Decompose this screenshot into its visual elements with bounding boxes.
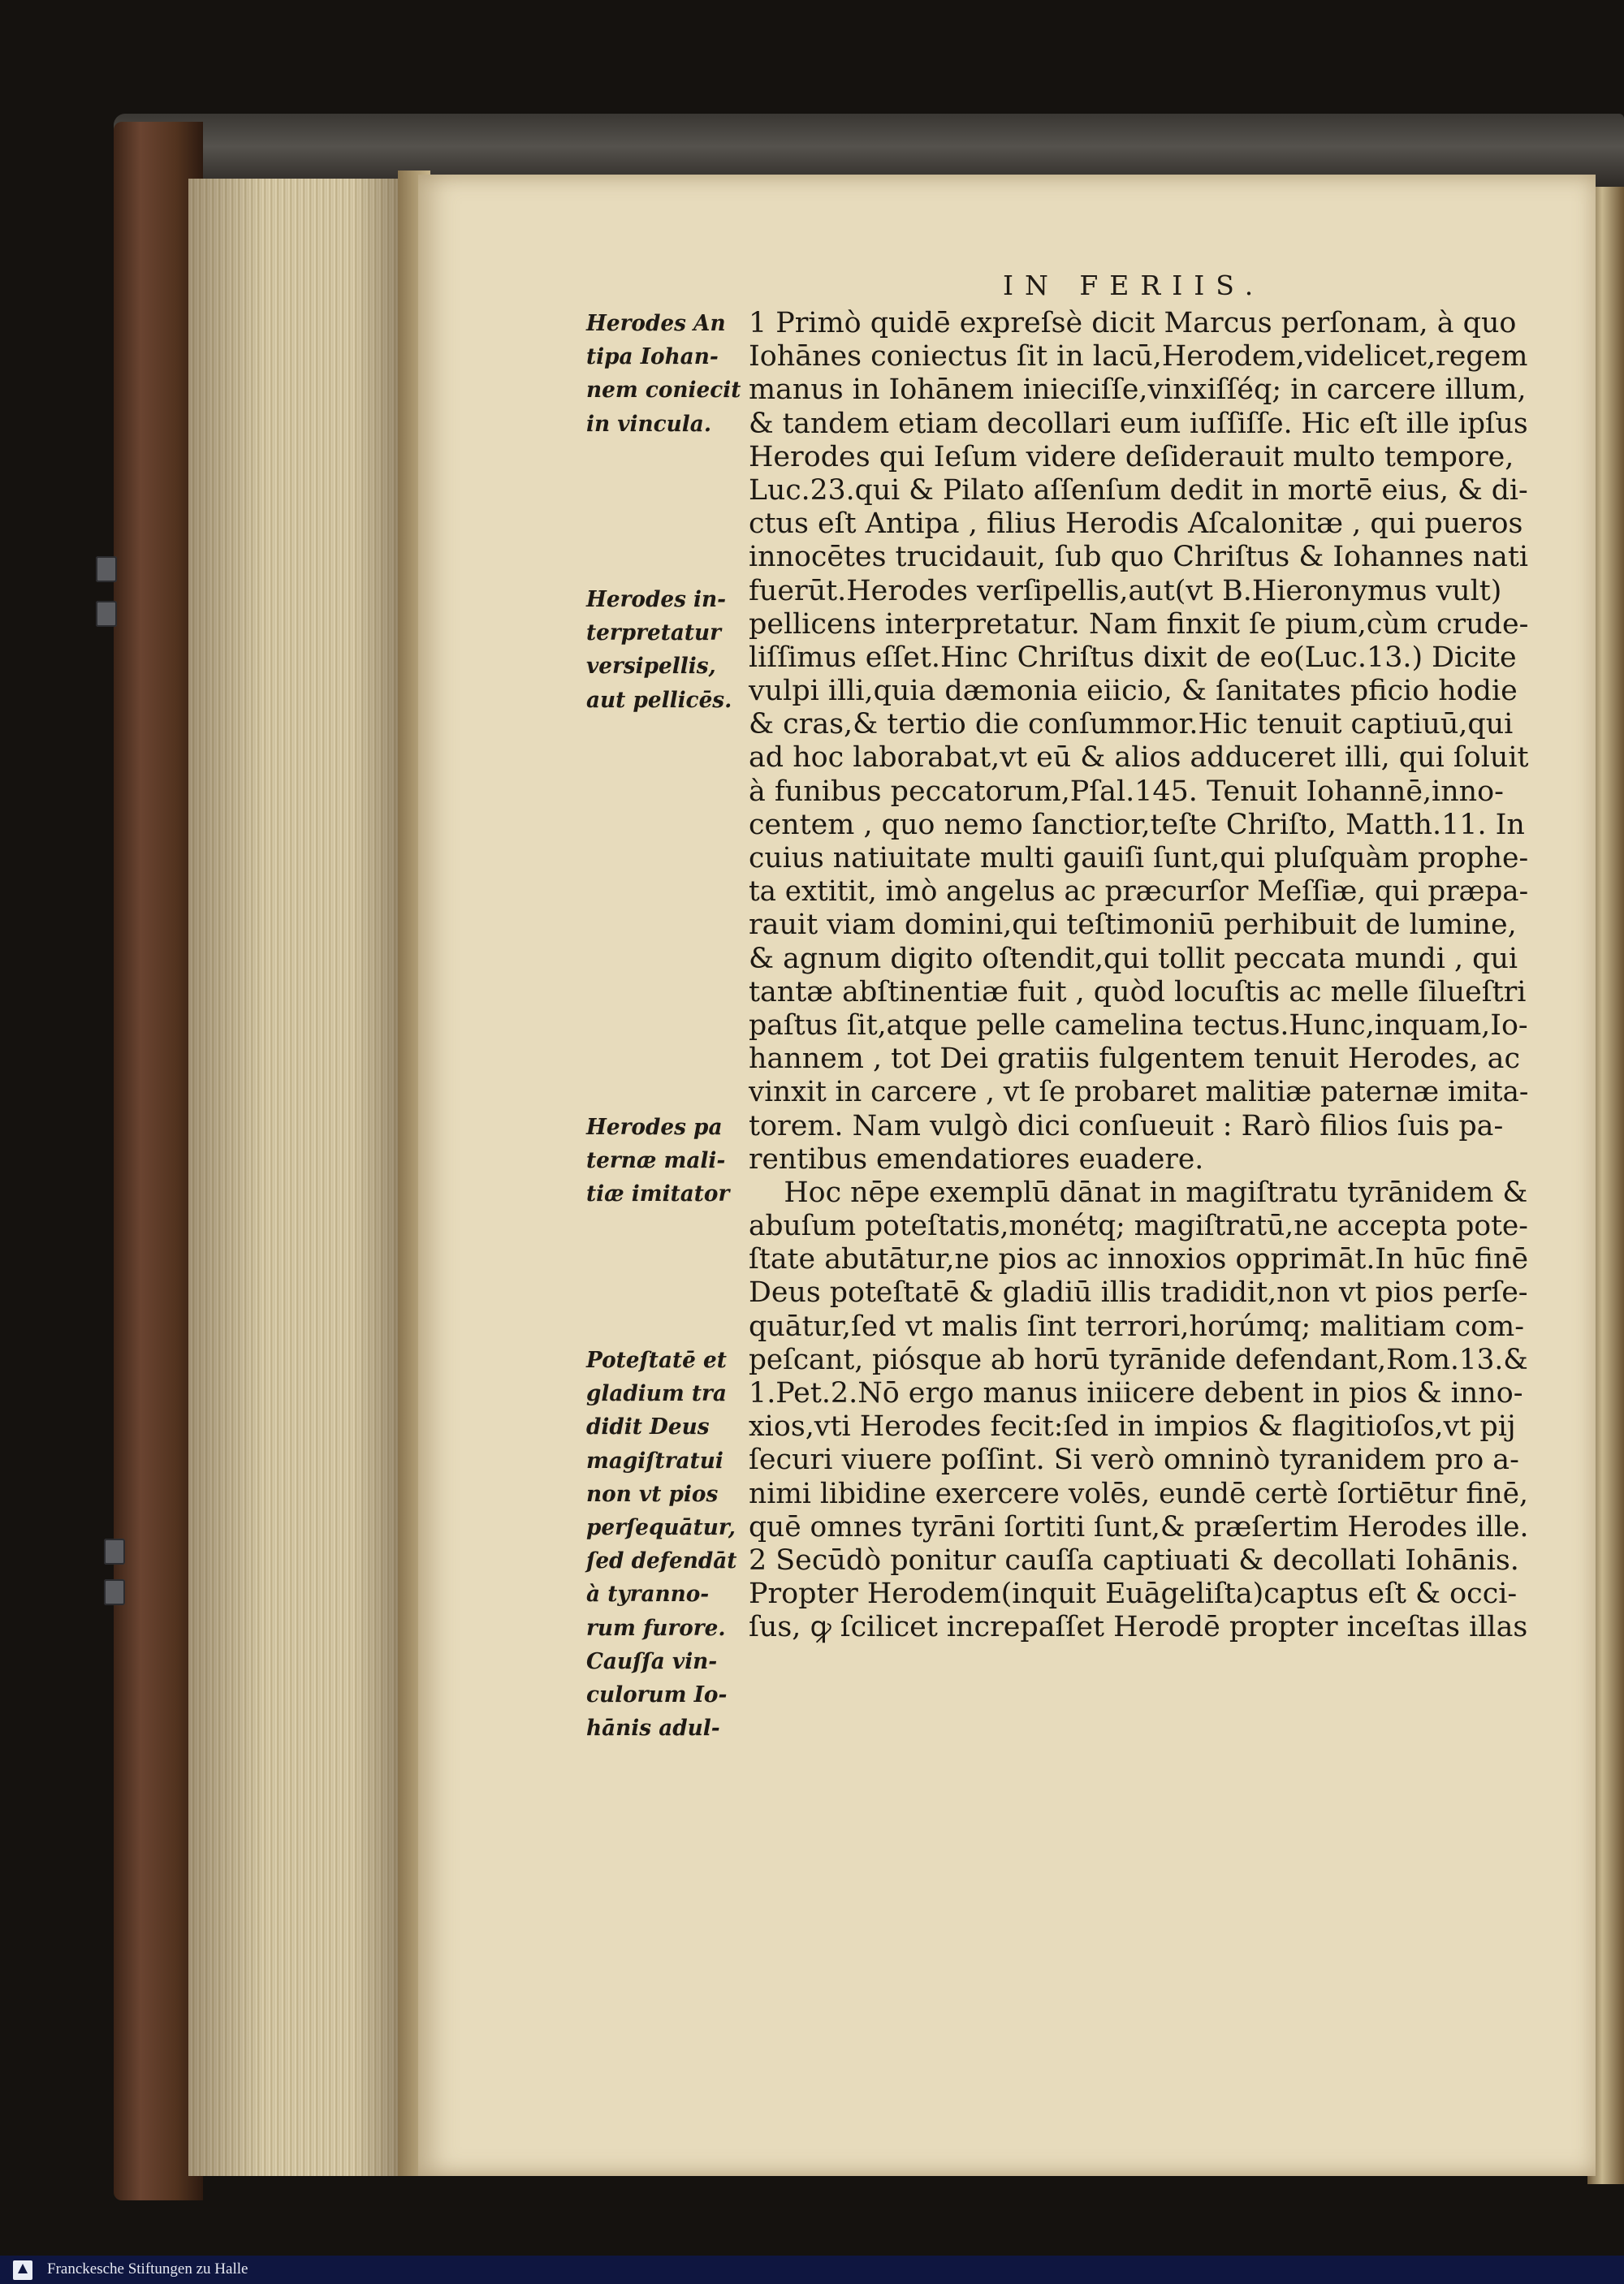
margin-note-line: Poteſtatē et: [586, 1348, 727, 1373]
text-line: Propter Herodem(inquit Euāgeliſta)captus eſt & occi-: [749, 1578, 1518, 1611]
text-line: vinxit in carcere , vt ſe probaret malitiæ paternæ imita-: [749, 1076, 1529, 1109]
text-line: liſſimus eſſet.Hinc Chriſtus dixit de eo(Luc.13.) Dicite: [749, 641, 1517, 674]
margin-note-line: magiſtratui: [586, 1448, 723, 1474]
footer-institution: Franckesche Stiftungen zu Halle: [47, 2260, 248, 2278]
text-line: Luc.23.qui & Pilato aſſenſum dedit in mortē eius, & di-: [749, 473, 1528, 507]
text-line: paſtus ſit,atque pelle camelina tectus.Hunc,inquam,Io-: [749, 1008, 1528, 1042]
margin-note-line: terpretatur: [586, 620, 722, 646]
text-line: vulpi illi,quia dæmonia eiicio, & ſanitates pficio hodie: [749, 675, 1518, 708]
margin-note-line: à tyranno-: [586, 1582, 710, 1608]
text-line: ſtate abutātur,ne pios ac innoxios opprimāt.In hūc finē: [749, 1243, 1529, 1276]
margin-note-line: Herodes in-: [586, 587, 727, 612]
text-line: hannem , tot Dei gratiis fulgentem tenuit Herodes, ac: [749, 1043, 1520, 1076]
text-line: Hoc nēpe exemplū dānat in magiſtratu tyrānidem &: [784, 1176, 1528, 1209]
text-line: tantæ abſtinentiæ fuit , quòd locuſtis ac melle ſilueſtri: [749, 975, 1527, 1008]
margin-note-line: in vincula.: [586, 411, 711, 437]
text-line: rentibus emendatiores euadere.: [749, 1142, 1204, 1176]
text-line: 2 Secūdò ponitur cauſſa captiuati & decollati Iohānis.: [749, 1544, 1519, 1577]
text-line: fuerūt.Herodes verſipellis,aut(vt B.Hieronymus vult): [749, 574, 1502, 607]
text-line: centem , quo nemo ſanctior,teſte Chriſto, Matth.11. In: [749, 808, 1525, 841]
text-line: ſus, ꝙ ſcilicet increpaſſet Herodē propter inceſtas illas: [749, 1611, 1528, 1644]
footer-bar: [0, 2256, 1624, 2284]
margin-note-line: tipa Iohan-: [586, 344, 719, 370]
text-line: cuius natiuitate multi gauiſi ſunt,qui pluſquàm prophe-: [749, 842, 1529, 874]
text-line: ta extitit, imò angelus ac præcurſor Meſſiæ, qui præpa-: [749, 875, 1529, 909]
text-line: ctus eſt Antipa , filius Herodis Aſcalonitæ , qui pueros: [749, 507, 1523, 541]
margin-note-line: aut pellicēs.: [586, 687, 732, 713]
margin-note-line: Herodes An: [586, 311, 726, 336]
text-line: ſecuri viuere poſſint. Si verò omninò tyranidem pro a-: [749, 1444, 1519, 1477]
clasp-top-lower: [96, 601, 117, 627]
text-line: peſcant, piósque ab horū tyrānide defendant,Rom.13.&: [749, 1343, 1528, 1376]
text-line: Iohānes coniectus ſit in lacū,Herodem,videlicet,regem: [749, 340, 1528, 373]
text-line: xios,vti Herodes fecit:ſed in impios & flagitioſos,vt pij: [749, 1410, 1516, 1444]
margin-note-line: rum furore.: [586, 1615, 726, 1641]
margin-note-line: ternæ mali-: [586, 1148, 726, 1174]
margin-note-caussa-vinculorum: [586, 1645, 745, 1746]
margin-note-paternae-malitiae: [586, 1111, 745, 1211]
page-edges-shadow: [188, 179, 408, 2176]
margin-note-line: perſequātur,: [586, 1514, 736, 1540]
text-line: quē omnes tyrāni ſortiti ſunt,& præſertim Herodes ille.: [749, 1510, 1529, 1544]
margin-note-line: Cauſſa vin-: [586, 1649, 718, 1674]
margin-note-line: versipellis,: [586, 654, 716, 680]
margin-note-line: culorum Io-: [586, 1682, 728, 1708]
text-line: nimi libidine exercere volēs, eundē certè ſortiētur finē,: [749, 1477, 1528, 1510]
text-line: rauit viam domini,qui teſtimoniū perhibuit de lumine,: [749, 909, 1517, 942]
text-line: ad hoc laborabat,vt eū & alios adduceret illi, qui ſoluit: [749, 741, 1529, 775]
text-line: torem. Nam vulgò dici conſueuit : Rarò filios ſuis pa-: [749, 1109, 1504, 1142]
body-text: [749, 307, 1529, 1645]
text-line: 1.Pet.2.Nō ergo manus iniicere debent in pios & inno-: [749, 1377, 1523, 1410]
text-line: Herodes qui Ieſum videre deſiderauit multo tempore,: [749, 440, 1514, 473]
margin-note-herodes-antipa: [586, 307, 745, 441]
text-line: Deus poteſtatē & gladiū illis tradidit,non vt pios perſe-: [749, 1276, 1528, 1310]
margin-note-potestatem-gladium: [586, 1344, 745, 1645]
margin-note-line: gladium tra: [586, 1381, 727, 1407]
margin-note-line: hānis adul-: [586, 1716, 720, 1742]
text-line: à funibus peccatorum,Pſal.145. Tenuit Iohannē,inno-: [749, 775, 1504, 808]
margin-note-line: non vt pios: [586, 1481, 719, 1507]
text-line: & agnum digito oſtendit,qui tollit peccata mundi , qui: [749, 942, 1518, 975]
running-head: IN FERIIS.: [1003, 270, 1265, 301]
margin-note-herodes-interpretatur: [586, 583, 745, 717]
clasp-top: [96, 556, 117, 582]
text-line: innocētes trucidauit, ſub quo Chriſtus & Iohannes nati: [749, 541, 1528, 574]
text-line: manus in Iohānem inieciſſe,vinxiſſéq; in carcere illum,: [749, 373, 1527, 407]
margin-note-line: nem coniecit: [586, 378, 741, 404]
clasp-bottom-lower: [104, 1579, 125, 1605]
text-line: 1 Primò quidē expreſsè dicit Marcus perſonam, à quo: [749, 307, 1517, 339]
text-line: & cras,& tertio die conſummor.Hic tenuit captiuū,qui: [749, 708, 1514, 741]
clasp-bottom: [104, 1539, 125, 1565]
margin-note-line: tiæ imitator: [586, 1181, 730, 1207]
text-line: pellicens interpretatur. Nam finxit ſe pium,cùm crude-: [749, 607, 1529, 641]
margin-note-line: Herodes pa: [586, 1115, 723, 1140]
text-line: abuſum poteſtatis,monétq; magiſtratū,ne accepta pote-: [749, 1210, 1528, 1243]
margin-note-line: didit Deus: [586, 1414, 710, 1440]
margin-note-line: ſed defendāt: [586, 1548, 737, 1574]
text-line: quātur,ſed vt malis ſint terrori,horúmq; malitiam com-: [749, 1310, 1525, 1343]
institution-logo-icon: [13, 2260, 32, 2280]
text-line: & tandem etiam decollari eum iuſſiſſe. Hic eſt ille ipſus: [749, 407, 1528, 440]
